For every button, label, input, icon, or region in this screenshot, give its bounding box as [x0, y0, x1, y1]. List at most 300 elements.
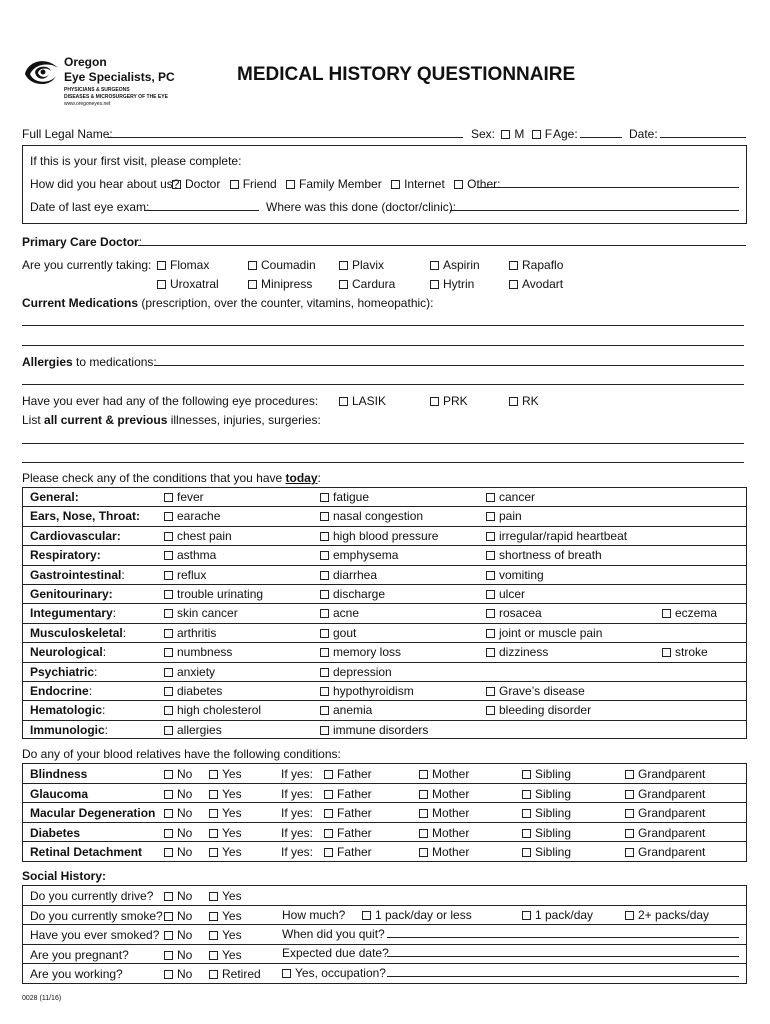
page-title: MEDICAL HISTORY QUESTIONNAIRE — [237, 64, 576, 85]
condition-item-label: fatigue — [333, 490, 370, 504]
allergies-bold: Allergies — [22, 355, 73, 369]
family-no-label: No — [177, 825, 193, 840]
sex-f-checkbox[interactable] — [532, 130, 541, 139]
condition-item-checkbox[interactable] — [320, 590, 329, 599]
family-relative-label: Father — [337, 786, 372, 801]
social-row-divider — [22, 963, 747, 964]
family-relative — [522, 806, 571, 820]
social-answer-b-label: Retired — [222, 967, 261, 982]
condition-label — [30, 684, 92, 698]
condition-item-checkbox[interactable] — [486, 629, 495, 638]
condition-item-checkbox[interactable] — [486, 551, 495, 560]
social-answer-a-checkbox[interactable] — [164, 931, 173, 940]
social-answer-b-checkbox[interactable] — [209, 970, 218, 979]
family-yes — [209, 845, 242, 859]
smoke-how-much-label: How much? — [282, 908, 346, 922]
condition-item-checkbox[interactable] — [164, 571, 173, 580]
family-yes-checkbox[interactable] — [209, 848, 218, 857]
social-answer-b-label: Yes — [222, 928, 242, 943]
org-url: www.oregoneyes.net — [64, 101, 111, 107]
condition-item — [320, 548, 398, 562]
family-no-checkbox[interactable] — [164, 770, 173, 779]
condition-item-label: hypothyroidism — [333, 684, 414, 698]
condition-label — [30, 723, 108, 737]
cond-row-divider — [22, 720, 747, 721]
org-name-line1: Oregon — [64, 55, 107, 69]
name-field[interactable] — [108, 137, 463, 138]
quit-field[interactable] — [387, 937, 739, 938]
family-relative-checkbox[interactable] — [625, 829, 634, 838]
family-relative-label: Mother — [432, 825, 470, 840]
meds-line-1[interactable] — [22, 325, 744, 326]
family-row-divider — [22, 783, 747, 784]
condition-item-checkbox[interactable] — [486, 532, 495, 541]
sex-m-checkbox[interactable] — [501, 130, 510, 139]
condition-label — [30, 529, 121, 543]
family-row-divider — [22, 822, 747, 823]
cardura-checkbox[interactable] — [339, 280, 348, 289]
social-title: Social History: — [22, 869, 107, 883]
procedures-label: Have you ever had any of the following eye procedures: — [22, 394, 319, 408]
condition-item — [320, 606, 359, 620]
condition-item-checkbox[interactable] — [164, 726, 173, 735]
family-yes-label: Yes — [222, 786, 242, 801]
heard-label: How did you hear about us? — [30, 177, 180, 191]
condition-item-label: memory loss — [333, 645, 402, 660]
social-answer-a-checkbox[interactable] — [164, 951, 173, 960]
family-relative — [324, 826, 372, 840]
condition-item-checkbox[interactable] — [320, 609, 329, 618]
proc-lasik — [339, 394, 386, 408]
condition-item — [662, 606, 717, 620]
family-if-yes-label: If yes: — [281, 786, 314, 801]
minipress-checkbox[interactable] — [248, 280, 257, 289]
condition-item-checkbox[interactable] — [486, 512, 495, 521]
condition-item-label: high cholesterol — [177, 703, 262, 718]
condition-label-colon: : — [112, 606, 117, 621]
uroxatral-checkbox[interactable] — [157, 280, 166, 289]
condition-label — [30, 568, 125, 582]
condition-item-label: cancer — [499, 490, 536, 504]
condition-item — [486, 490, 535, 504]
sex-text: Sex: — [471, 127, 496, 141]
condition-label-text: Gastrointestinal — [30, 567, 122, 582]
condition-item-checkbox[interactable] — [320, 532, 329, 541]
org-sub1: PHYSICIANS & SURGEONS — [64, 87, 130, 93]
family-relative-checkbox[interactable] — [324, 829, 333, 838]
taking-rapaflo — [509, 258, 563, 272]
family-yes-checkbox[interactable] — [209, 809, 218, 818]
condition-item — [320, 703, 372, 717]
family-relative-checkbox[interactable] — [522, 809, 531, 818]
social-answer-b-checkbox[interactable] — [209, 951, 218, 960]
condition-item-checkbox[interactable] — [662, 648, 671, 657]
social-answer-b-checkbox[interactable] — [209, 931, 218, 940]
family-yes-checkbox[interactable] — [209, 829, 218, 838]
condition-item — [164, 606, 238, 620]
family-no-checkbox[interactable] — [164, 848, 173, 857]
flomax-checkbox[interactable] — [157, 261, 166, 270]
condition-label-colon: : — [102, 645, 107, 660]
family-relative-checkbox[interactable] — [625, 790, 634, 799]
sex-m-label: M — [514, 127, 525, 141]
smoke-opt-2-checkbox[interactable] — [522, 911, 531, 920]
family-condition-label: Macular Degeneration — [30, 806, 156, 821]
last-exam-label: Date of last eye exam: — [30, 200, 150, 214]
name-label: Full Legal Name: — [22, 127, 113, 141]
condition-item-checkbox[interactable] — [164, 706, 173, 715]
social-question: Are you working? — [30, 967, 123, 982]
social-answer-a-label: No — [177, 928, 193, 943]
social-answer-a-checkbox[interactable] — [164, 912, 173, 921]
condition-item — [320, 684, 414, 698]
sex-label — [471, 127, 552, 141]
condition-label-colon: : — [121, 567, 125, 582]
family-relative-checkbox[interactable] — [324, 848, 333, 857]
social-row-divider — [22, 944, 747, 945]
family-relative-label: Grandparent — [638, 825, 706, 840]
sex-f-label: F — [544, 127, 553, 141]
family-no-label: No — [177, 786, 193, 801]
first-visit-intro: If this is your first visit, please complete: — [30, 154, 242, 168]
condition-item-label: dizziness — [499, 645, 549, 660]
occupation-field[interactable] — [387, 976, 739, 977]
proc-prk — [430, 394, 468, 408]
condition-item-checkbox[interactable] — [320, 551, 329, 560]
condition-item — [164, 684, 222, 698]
social-row-divider — [22, 905, 747, 906]
family-relative-label: Father — [337, 767, 372, 781]
condition-item-label: discharge — [333, 587, 386, 601]
social-answer-b-checkbox[interactable] — [209, 912, 218, 921]
lasik-label: LASIK — [352, 394, 387, 408]
condition-label-colon: : — [122, 625, 127, 640]
heard-other-field[interactable] — [477, 187, 739, 188]
heard-friend-label: Friend — [242, 177, 277, 191]
cond-row-divider — [22, 506, 747, 507]
heard-doctor-label: Doctor — [185, 177, 221, 191]
condition-item — [486, 568, 544, 582]
condition-item-checkbox[interactable] — [164, 551, 173, 560]
condition-item — [164, 626, 216, 640]
family-condition-label: Glaucoma — [30, 786, 89, 801]
cardura-label: Cardura — [352, 277, 396, 291]
condition-item-checkbox[interactable] — [320, 687, 329, 696]
family-relative-checkbox[interactable] — [419, 848, 428, 857]
condition-item-checkbox[interactable] — [320, 668, 329, 677]
cond-row-divider — [22, 545, 747, 546]
family-condition-label: Diabetes — [30, 825, 81, 840]
condition-item-label: skin cancer — [177, 606, 238, 621]
occupation-label: Yes, occupation? — [295, 966, 386, 980]
prk-checkbox[interactable] — [430, 397, 439, 406]
heard-internet-checkbox[interactable] — [391, 180, 400, 189]
family-intro: Do any of your blood relatives have the following conditions: — [22, 747, 341, 761]
social-answer-a-checkbox[interactable] — [164, 970, 173, 979]
family-relative — [419, 845, 469, 859]
family-yes-checkbox[interactable] — [209, 790, 218, 799]
condition-label-colon: : — [88, 684, 93, 698]
heard-other-checkbox[interactable] — [454, 180, 463, 189]
condition-item — [320, 626, 356, 640]
condition-item-label: arthritis — [177, 625, 217, 640]
quit-label: When did you quit? — [282, 927, 385, 941]
condition-item-label: pain — [499, 509, 522, 524]
condition-label-colon: : — [94, 664, 98, 679]
condition-item-checkbox[interactable] — [164, 512, 173, 521]
lasik-checkbox[interactable] — [339, 397, 348, 406]
family-relative-label: Father — [337, 845, 372, 860]
cond-row-divider — [22, 526, 747, 527]
age-field[interactable] — [580, 137, 622, 138]
family-relative-label: Father — [337, 806, 372, 821]
condition-item-checkbox[interactable] — [486, 493, 495, 502]
condition-item-label: bleeding disorder — [499, 703, 592, 718]
where-field[interactable] — [450, 210, 739, 211]
family-relative-checkbox[interactable] — [625, 770, 634, 779]
uroxatral-label: Uroxatral — [170, 277, 219, 291]
family-yes — [209, 767, 242, 781]
condition-item-checkbox[interactable] — [486, 687, 495, 696]
condition-item-checkbox[interactable] — [164, 668, 173, 677]
condition-item-checkbox[interactable] — [320, 571, 329, 580]
condition-item-checkbox[interactable] — [320, 512, 329, 521]
rapaflo-checkbox[interactable] — [509, 261, 518, 270]
smoke-opt-1-checkbox[interactable] — [362, 911, 371, 920]
heard-other-label: Other: — [467, 177, 501, 191]
occupation-checkbox[interactable] — [282, 969, 291, 978]
condition-item-label: gout — [333, 625, 357, 640]
condition-item-checkbox[interactable] — [486, 706, 495, 715]
family-relative-label: Sibling — [535, 825, 572, 840]
condition-label — [30, 606, 116, 620]
family-relative — [522, 845, 571, 859]
family-relative-checkbox[interactable] — [419, 829, 428, 838]
condition-label — [30, 665, 97, 679]
plavix-label: Plavix — [352, 258, 385, 272]
condition-label — [30, 490, 79, 504]
condition-item — [164, 568, 206, 582]
condition-item-checkbox[interactable] — [164, 532, 173, 541]
family-relative — [419, 787, 469, 801]
allergies-line-2[interactable] — [22, 384, 744, 385]
heard-family-checkbox[interactable] — [286, 180, 295, 189]
pcd-field[interactable] — [138, 245, 746, 246]
condition-label-text: Hematologic — [30, 703, 103, 718]
social-answer-a-label: No — [177, 908, 193, 923]
condition-item-label: earache — [177, 509, 221, 524]
smoke-opt-3-checkbox[interactable] — [625, 911, 634, 920]
family-relative-label: Mother — [432, 767, 470, 781]
family-relative-checkbox[interactable] — [324, 809, 333, 818]
condition-item-label: Grave’s disease — [499, 684, 585, 698]
family-no-checkbox[interactable] — [164, 809, 173, 818]
due-field[interactable] — [387, 956, 739, 957]
social-answer-a — [164, 967, 192, 981]
family-yes — [209, 806, 242, 820]
heard-doctor-checkbox[interactable] — [172, 180, 181, 189]
family-relative — [324, 787, 372, 801]
social-answer-a — [164, 928, 192, 942]
condition-item-checkbox[interactable] — [486, 590, 495, 599]
date-label: Date: — [629, 127, 658, 141]
aspirin-label: Aspirin — [443, 258, 480, 272]
condition-item-label: emphysema — [333, 548, 399, 563]
condition-item-label: stroke — [675, 645, 708, 660]
condition-item-checkbox[interactable] — [486, 648, 495, 657]
family-no-checkbox[interactable] — [164, 829, 173, 838]
illness-line-1[interactable] — [22, 443, 744, 444]
allergies-label — [22, 355, 157, 369]
plavix-checkbox[interactable] — [339, 261, 348, 270]
condition-item-checkbox[interactable] — [164, 609, 173, 618]
family-yes — [209, 826, 242, 840]
family-no-label: No — [177, 845, 193, 860]
condition-item-checkbox[interactable] — [486, 571, 495, 580]
condition-item-checkbox[interactable] — [320, 493, 329, 502]
condition-item-label: immune disorders — [333, 722, 429, 737]
family-no — [164, 806, 192, 820]
condition-item-checkbox[interactable] — [320, 726, 329, 735]
rk-checkbox[interactable] — [509, 397, 518, 406]
cond-row-divider — [22, 681, 747, 682]
condition-item-checkbox[interactable] — [320, 629, 329, 638]
social-answer-b — [209, 928, 242, 942]
allergies-line-1[interactable] — [154, 365, 744, 366]
condition-item-checkbox[interactable] — [164, 648, 173, 657]
social-question: Do you currently smoke? — [30, 908, 163, 923]
condition-item — [486, 587, 525, 601]
family-relative-checkbox[interactable] — [419, 770, 428, 779]
heard-internet-label: Internet — [404, 177, 445, 191]
family-yes-label: Yes — [222, 806, 242, 821]
family-relative — [625, 826, 705, 840]
condition-item — [486, 703, 591, 717]
conditions-intro-prefix: Please check any of the conditions that you have — [22, 471, 286, 485]
smoke-opt-1-label: 1 pack/day or less — [375, 908, 472, 922]
family-no — [164, 845, 192, 859]
social-answer-a — [164, 909, 192, 923]
smoke-opt-3-label: 2+ packs/day — [638, 908, 710, 922]
family-no-checkbox[interactable] — [164, 790, 173, 799]
minipress-label: Minipress — [261, 277, 313, 291]
family-relative-checkbox[interactable] — [522, 829, 531, 838]
family-relative-checkbox[interactable] — [419, 790, 428, 799]
taking-minipress — [248, 277, 312, 291]
condition-item-checkbox[interactable] — [320, 706, 329, 715]
condition-item-label: irregular/rapid heartbeat — [499, 528, 628, 543]
family-relative — [522, 826, 571, 840]
social-answer-a-label: No — [177, 889, 193, 903]
condition-item-label: shortness of breath — [499, 548, 602, 563]
social-answer-a-checkbox[interactable] — [164, 892, 173, 901]
family-relative-checkbox[interactable] — [625, 809, 634, 818]
cond-row-divider — [22, 700, 747, 701]
pcd-text: Primary Care Doctor — [22, 235, 139, 249]
taking-flomax — [157, 258, 209, 272]
family-relative-checkbox[interactable] — [522, 770, 531, 779]
condition-item-checkbox[interactable] — [164, 629, 173, 638]
org-name-line2: Eye Specialists, PC — [64, 70, 175, 84]
condition-item-checkbox[interactable] — [164, 687, 173, 696]
last-exam-field[interactable] — [144, 210, 259, 211]
taking-cardura — [339, 277, 395, 291]
condition-label-text: Genitourinary: — [30, 587, 113, 601]
social-question: Are you pregnant? — [30, 947, 129, 962]
social-answer-a — [164, 889, 192, 903]
hytrin-checkbox[interactable] — [430, 280, 439, 289]
family-yes-label: Yes — [222, 825, 242, 840]
family-yes-label: Yes — [222, 845, 242, 860]
family-relative-checkbox[interactable] — [625, 848, 634, 857]
avodart-checkbox[interactable] — [509, 280, 518, 289]
condition-item — [320, 665, 392, 679]
family-relative-checkbox[interactable] — [324, 790, 333, 799]
coumadin-label: Coumadin — [261, 258, 316, 272]
meds-line-2[interactable] — [22, 345, 744, 346]
heard-options — [172, 177, 500, 191]
heard-friend-checkbox[interactable] — [230, 180, 239, 189]
condition-item-checkbox[interactable] — [164, 493, 173, 502]
condition-item-label: allergies — [177, 722, 222, 737]
meds-label — [22, 296, 434, 310]
conditions-intro-today: today — [285, 471, 318, 485]
condition-label-colon: : — [102, 703, 106, 718]
smoke-opt-2-label: 1 pack/day — [535, 908, 594, 922]
condition-item — [662, 645, 708, 659]
family-if-yes-label: If yes: — [281, 767, 314, 781]
family-relative-checkbox[interactable] — [324, 770, 333, 779]
condition-item-checkbox[interactable] — [486, 609, 495, 618]
family-relative-label: Mother — [432, 786, 470, 801]
condition-item-checkbox[interactable] — [662, 609, 671, 618]
family-no — [164, 826, 192, 840]
social-answer-b-checkbox[interactable] — [209, 892, 218, 901]
family-yes-checkbox[interactable] — [209, 770, 218, 779]
family-if-yes-label: If yes: — [281, 806, 314, 821]
date-field[interactable] — [660, 137, 746, 138]
condition-item-checkbox[interactable] — [320, 648, 329, 657]
social-answer-a — [164, 948, 192, 962]
coumadin-checkbox[interactable] — [248, 261, 257, 270]
family-relative-label: Sibling — [535, 845, 572, 860]
family-relative — [324, 767, 372, 781]
family-relative-label: Grandparent — [638, 806, 706, 821]
family-relative — [625, 767, 705, 781]
family-relative — [324, 845, 372, 859]
social-answer-b — [209, 889, 242, 903]
condition-item — [164, 490, 204, 504]
family-no-label: No — [177, 767, 193, 781]
condition-item — [164, 548, 216, 562]
social-answer-b-label: Yes — [222, 908, 242, 923]
illness-prefix: List — [22, 413, 45, 427]
family-relative-checkbox[interactable] — [522, 848, 531, 857]
cond-row-divider — [22, 623, 747, 624]
condition-item — [486, 626, 602, 640]
smoke-opt-3 — [625, 908, 709, 922]
condition-item — [320, 529, 438, 543]
illness-line-2[interactable] — [22, 462, 744, 463]
family-relative-checkbox[interactable] — [522, 790, 531, 799]
taking-plavix — [339, 258, 384, 272]
condition-item — [486, 509, 522, 523]
due-label: Expected due date? — [282, 946, 389, 960]
family-relative-checkbox[interactable] — [419, 809, 428, 818]
family-relative-label: Father — [337, 825, 372, 840]
condition-item-checkbox[interactable] — [164, 590, 173, 599]
aspirin-checkbox[interactable] — [430, 261, 439, 270]
